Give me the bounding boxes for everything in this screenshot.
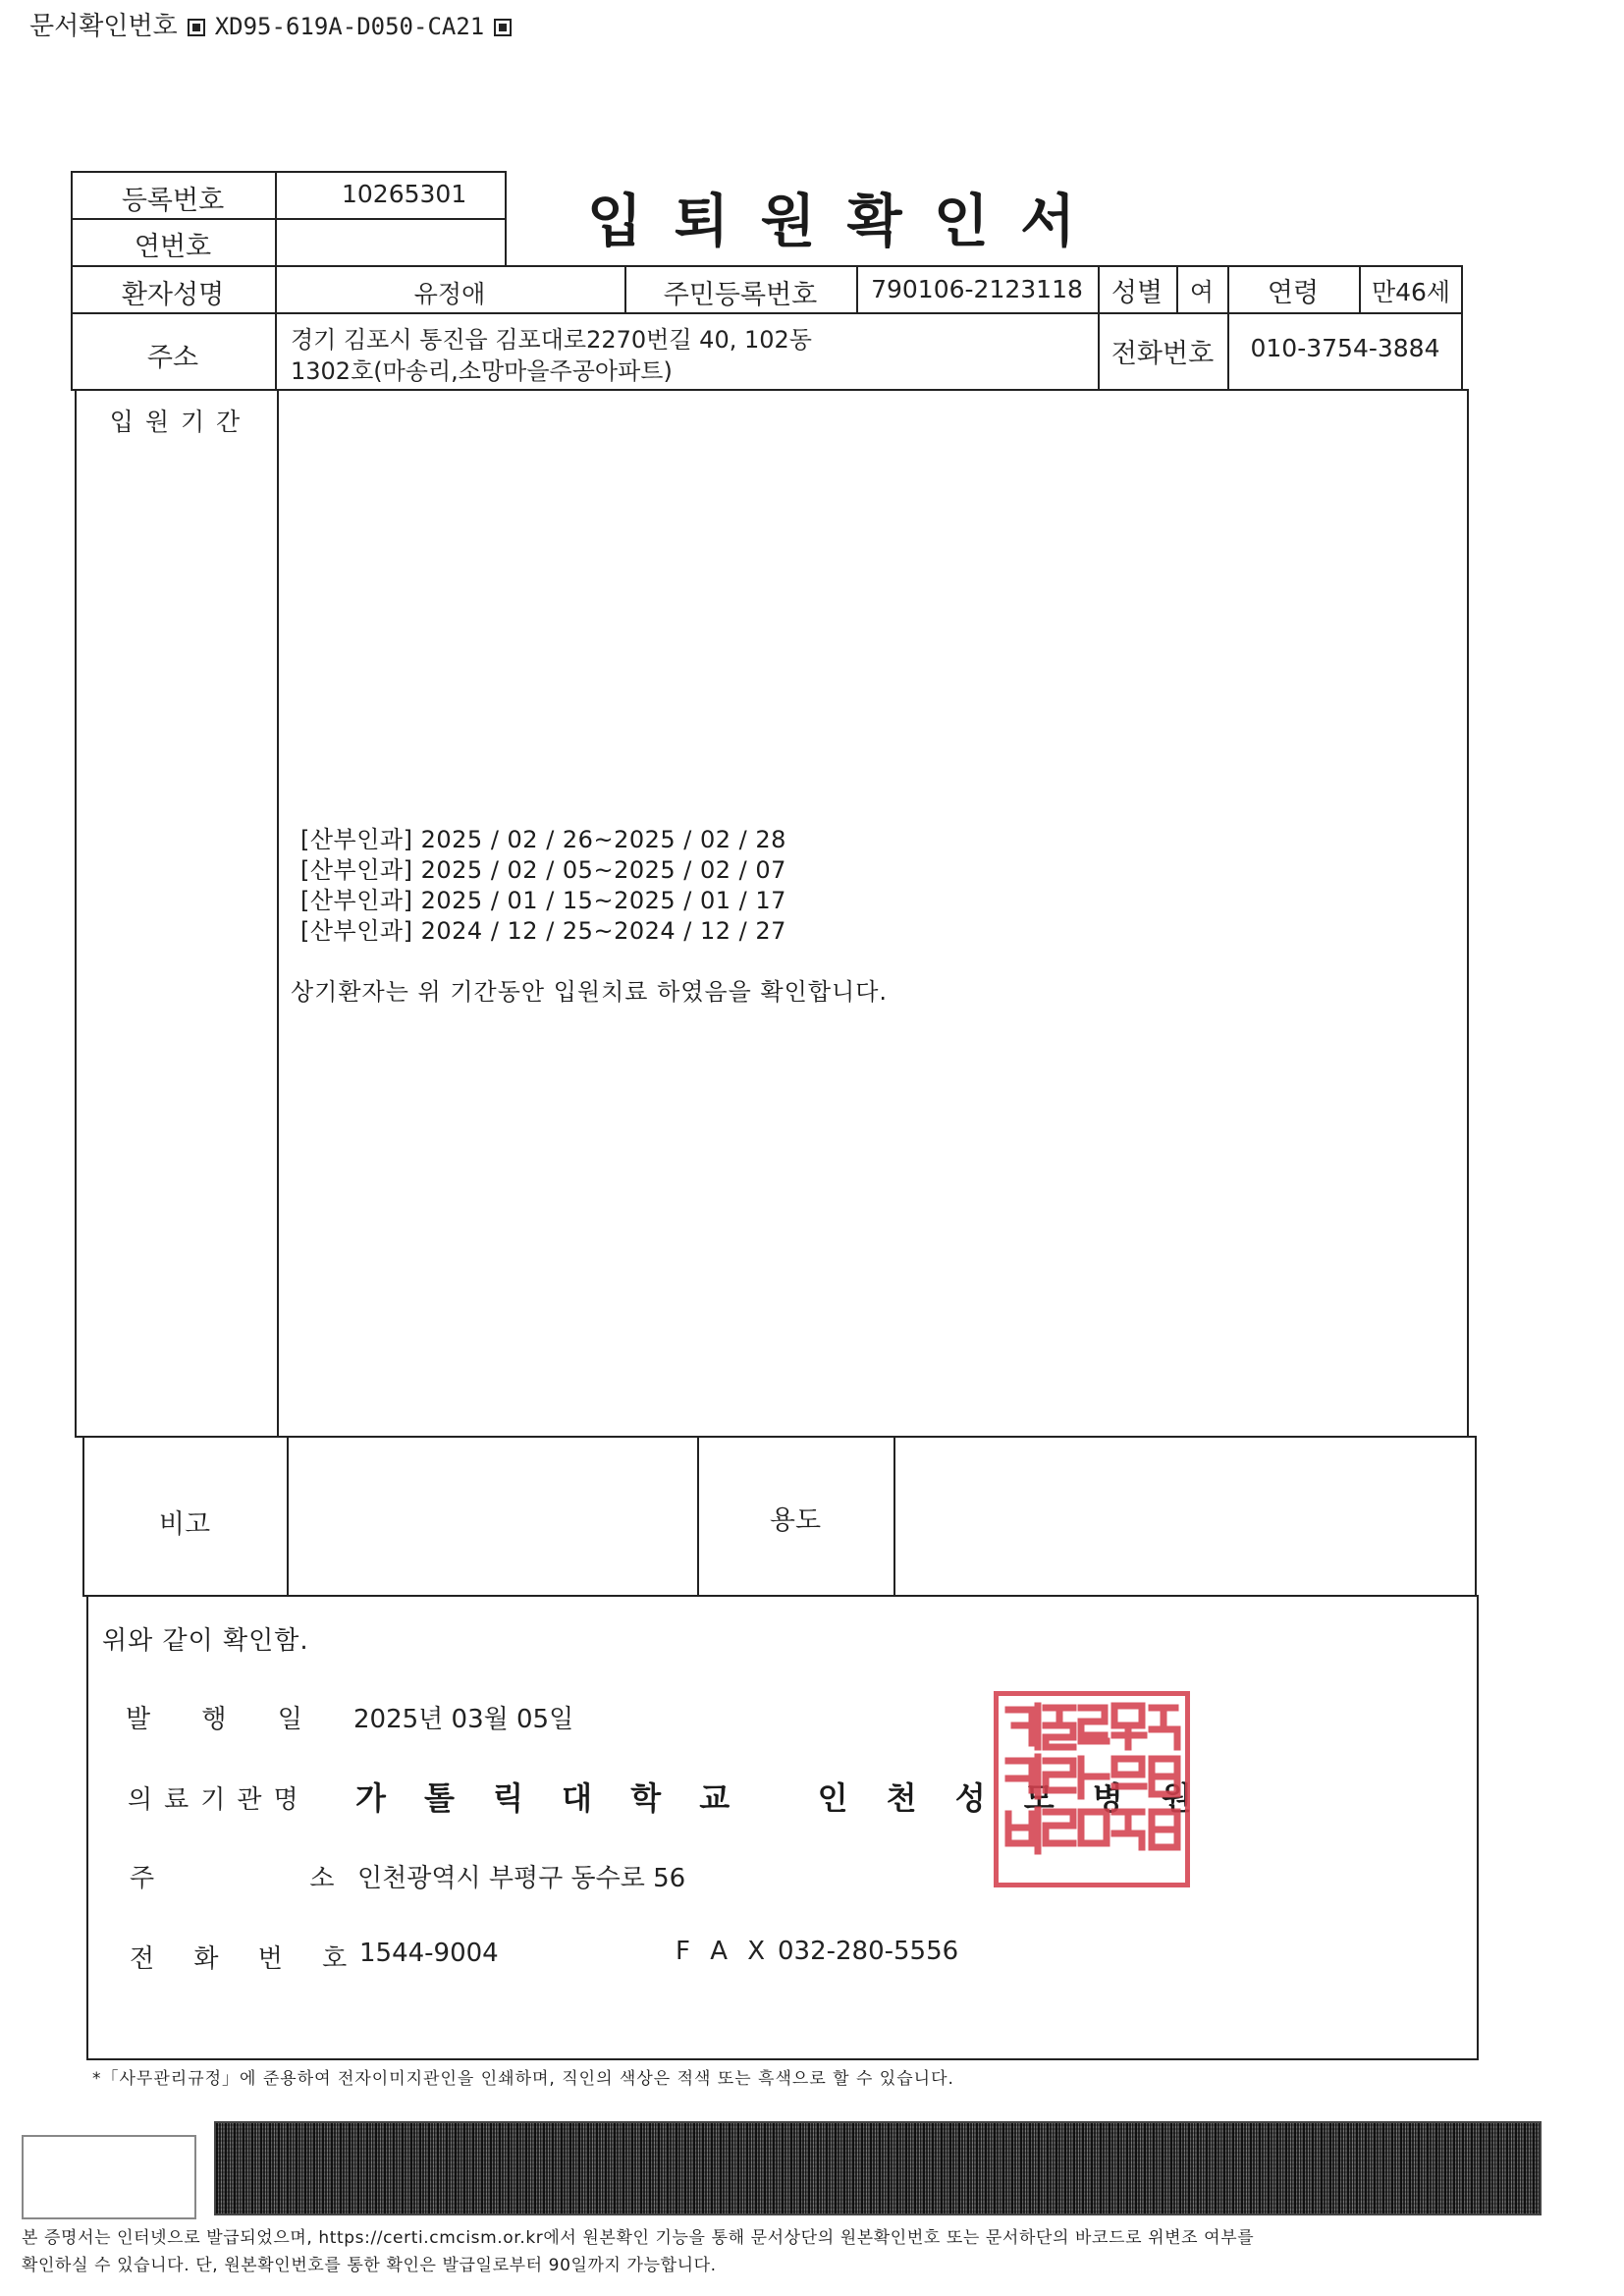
age-value: 만46세 [1371,278,1451,306]
list-item [300,825,786,855]
registration-number-label: 등록번호 [121,186,225,216]
issuance-box [86,1595,1479,2060]
document-id-line [29,6,521,42]
institution-address-label: 주 소 [130,1864,335,1893]
footer-note-line-2: 확인하실 수 있습니다. 단, 원본확인번호를 통한 확인은 발급일로부터 90일까지 가능합니다. [22,2256,717,2275]
confirm-text: 위와 같이 확인함. [102,1626,309,1656]
registration-number-value: 10265301 [342,180,467,208]
patient-name-value: 유정애 [413,280,486,308]
phone-label: 전화번호 [1110,339,1215,369]
rrn-value: 790106-2123118 [871,275,1083,303]
issue-date-label: 발 행 일 [126,1705,324,1734]
admission-period-label: 입 원 기 간 [109,408,243,436]
institution-address-value: 인천광역시 부평구 동수로 56 [357,1864,686,1893]
qr-code-placeholder [22,2135,196,2219]
address-line-2: 1302호(마송리,소망마을주공아파트) [291,357,673,385]
address-label: 주소 [146,343,199,373]
sex-value: 여 [1189,278,1215,306]
document-title: 입 퇴 원 확 인 서 [587,188,1082,254]
confirmation-statement: 상기환자는 위 기간동안 입원치료 하였음을 확인합니다. [291,978,889,1006]
barcode-marker-icon [188,19,205,36]
verification-barcode [214,2121,1542,2215]
stay-department: [산부인과] [300,856,413,884]
institution-fax-label: F A X [676,1937,772,1966]
rrn-label: 주민등록번호 [663,280,818,310]
list-item [300,916,786,947]
sex-label: 성별 [1110,278,1164,308]
list-item [300,855,786,886]
document-id-label: 문서확인번호 [29,12,178,41]
stay-department: [산부인과] [300,826,413,853]
institution-tel-label: 전 화 번 호 [130,1944,363,1974]
address-line-1: 경기 김포시 통진읍 김포대로2270번길 40, 102동 [291,326,812,354]
age-label: 연령 [1267,278,1320,308]
patient-name-label: 환자성명 [121,280,225,310]
stay-department: [산부인과] [300,887,413,914]
stay-date-range: 2025 / 02 / 05~2025 / 02 / 07 [420,856,786,884]
institution-fax-value: 032-280-5556 [778,1937,959,1966]
footnote: *「사무관리규정」에 준용하여 전자이미지관인을 인쇄하며, 직인의 색상은 적색 또는 흑색으로 할 수 있습니다. [92,2069,954,2089]
remarks-label: 비고 [158,1509,211,1540]
phone-value: 010-3754-3884 [1250,334,1440,362]
institution-tel-value: 1544-9004 [359,1939,499,1968]
stay-date-range: 2024 / 12 / 25~2024 / 12 / 27 [420,917,786,945]
list-item [300,886,786,916]
purpose-label: 용도 [769,1505,822,1536]
serial-number-label: 연번호 [134,232,212,262]
stay-date-range: 2025 / 02 / 26~2025 / 02 / 28 [420,826,786,853]
institution-label: 의료기관명 [128,1785,310,1815]
admission-stay-list [300,825,786,947]
official-seal-stamp [994,1691,1190,1887]
stay-department: [산부인과] [300,917,413,945]
stay-date-range: 2025 / 01 / 15~2025 / 01 / 17 [420,887,786,914]
institution-name: 가 톨 릭 대 학 교 인 천 성 모 병 원 [355,1779,1206,1817]
issue-date-value: 2025년 03월 05일 [353,1705,574,1734]
barcode-marker-icon [494,19,512,36]
document-id-value: XD95-619A-D050-CA21 [214,13,485,40]
footer-note-line-1: 본 증명서는 인터넷으로 발급되었으며, https://certi.cmcism.or.kr에서 원본확인 기능을 통해 문서상단의 원본확인번호 또는 문서하단의 바코드로 위변조 여부를 [22,2228,1255,2248]
